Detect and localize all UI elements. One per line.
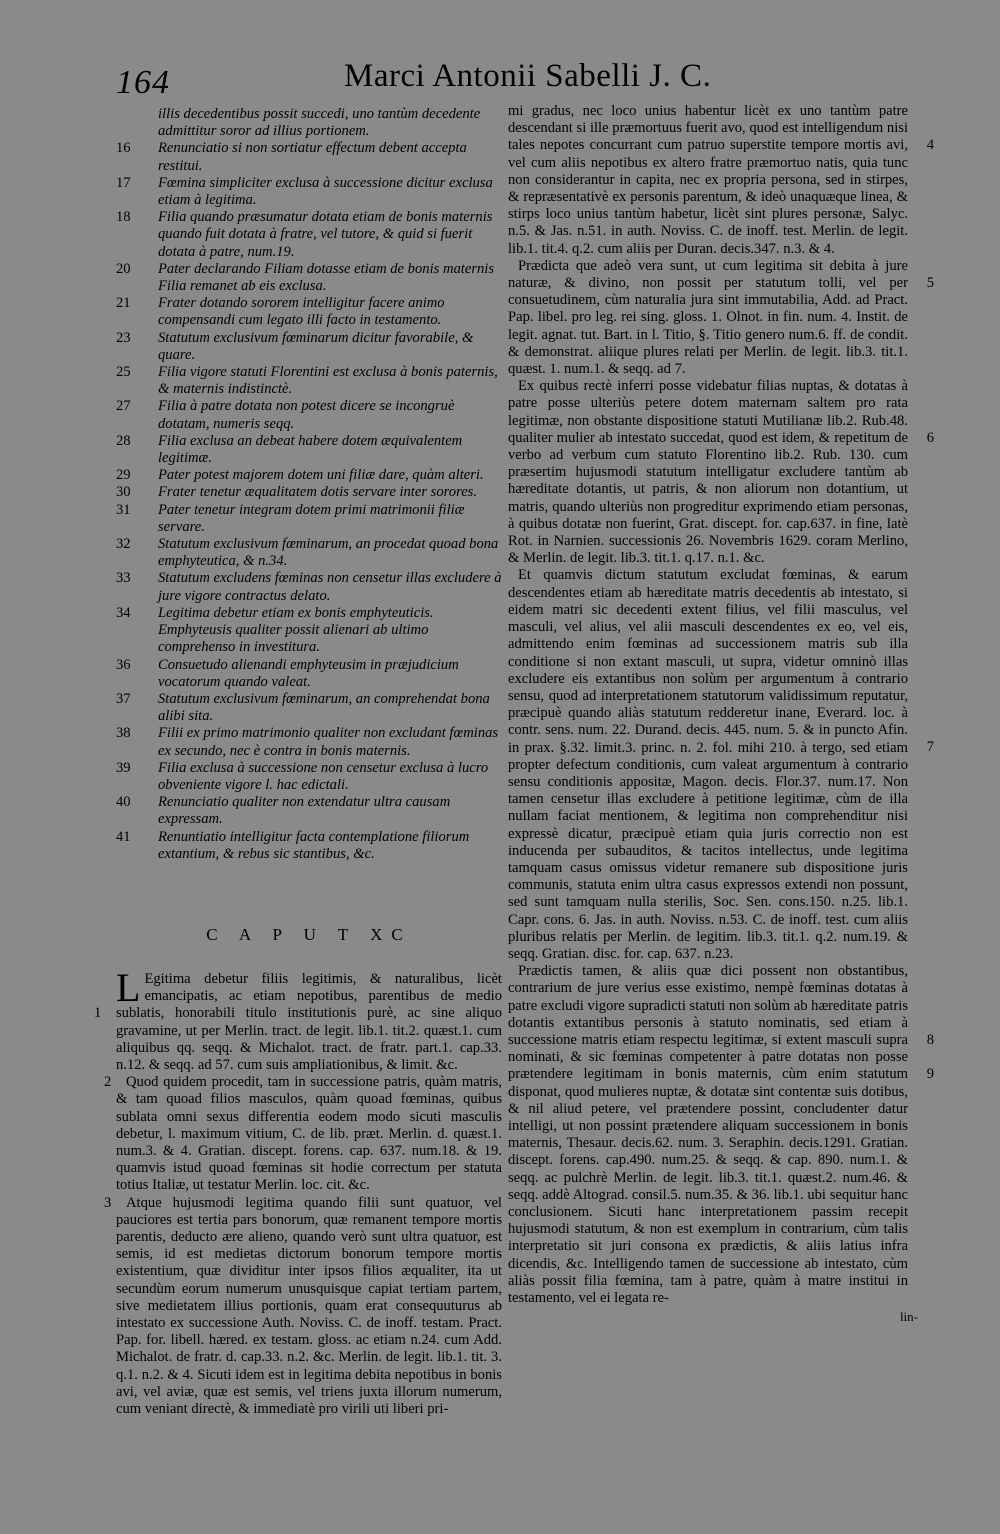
- summary-item: [116, 209, 502, 261]
- paragraph-text: mi gradus, nec loco unius habentur licèt ex uno tantùm patre descendant si ille præmortuus fuerit avo, quod est intelligendum nisi tales nepotes concurrant cum patruo superstite tempore mortis avi, vel cum aliis nepotibus ex altero fratre præmortuo natis, quia tunc non considerantur in capita, nec ex propria persona, sed in stirpes, & repræsentativè ex personis parentum, & ideò unaquæque linea, & stirps loco unius tantùm habetur, licèt sint plures personæ, Salyc. n.5. & Jas. n.51. in auth. Noviss. C. de inoff. test. Merlin. de legit. lib.1. tit.4. q.2. cum aliis per Duran. decis.347. n.3. & 4.: [508, 103, 908, 257]
- summary-item-number: 38: [116, 725, 131, 742]
- summary-item-text: Filii ex primo matrimonio qualiter non excludant fœminas ex secundo, nec è contra in bonis maternis.: [158, 725, 499, 759]
- margin-number: 7: [926, 739, 934, 756]
- summary-item-text: Pater declarando Filiam dotasse etiam de bonis maternis Filia remanet ab eis exclusa.: [158, 260, 495, 295]
- body-paragraph: [508, 567, 934, 1048]
- margin-number: 3: [104, 1194, 112, 1211]
- paragraph-text: Egitima debetur filiis legitimis, & naturalibus, licèt emancipatis, ac etiam nepotibus, parentibus de medio sublatis, honorabili titulo institutionis purè, ac sine aliquo gravamine, ut per Merlin. tract. de legit. lib.1. tit.2. quæst.1. cum aliquibus qq. seqq. & Michalot. tract. de fratr. part.1. cap.33. n.12. & seqq. ad 57. cum suis ampliationibus, & limit. &c.: [116, 970, 502, 1073]
- summary-item: [116, 398, 502, 432]
- summary-item-text: illis decedentibus possit succedi, uno tantùm decedente admittitur soror ad illius portionem.: [158, 106, 481, 140]
- right-column: [508, 103, 934, 1325]
- summary-item-number: 27: [116, 398, 131, 415]
- page-number: 164: [116, 64, 170, 101]
- left-column: [94, 106, 502, 1418]
- paragraph-text: Ex quibus rectè inferri posse videbatur filias nuptas, & dotatas à patre posse ulteriùs petere dotem maternam saltem pro rata legitimæ, non obstante dispositione statuti Mutilianæ lib.2. Rub.48. qualiter mulier ab intestato succedat, quod est idem, & repetitum de verbo ad verbum cum statuto Florentino lib.2. Rub. 130. cum præsertim hujusmodi statutum intelligatur excludere tantùm ab hæreditate dotantis, ut patris, & non aliorum non dotantium, ut matris, quando ulteriùs non progreditur exprimendo etiam personas, à quibus dotatæ non fuerint, Grat. discept. for. cap.637. in fine, latè Rot. in Narnien. successionis 26. Novembris 1629. coram Merlino, & Merlin. de legit. lib.3. tit.1. q.17. n.1. &c.: [508, 378, 908, 567]
- margin-number: 8: [926, 1031, 934, 1048]
- summary-item: [116, 570, 502, 604]
- summary-item-number: 39: [116, 759, 131, 776]
- margin-number: 1: [94, 1004, 102, 1021]
- summary-item-number: 25: [116, 364, 131, 381]
- summary-item-text: Legitima debetur etiam ex bonis emphyteuticis. Emphyteusis qualiter possit alienari ab ultimo comprehenso in investitura.: [158, 604, 434, 656]
- summary-item: [116, 295, 502, 329]
- paragraph-text: Quod quidem procedit, tam in successione patris, quàm matris, & tam quoad filios masculos, quàm quoad fœminas, quibus sublata omni sexus differentia eodem modo sicuti masculis debetur, l. maximum vitium, C. de lib. præt. Merlin. d. quæst.1. num.3. & 4. Gratian. discept. forens. cap. 637. num.18. & 19. quamvis istud quoad fœminas sit hodie correctum per statuta totius Italiæ, ut testatur Merlin. loc. cit. &c.: [116, 1074, 502, 1194]
- margin-number: 5: [926, 275, 934, 292]
- summary-item-text: Pater tenetur integram dotem primi matrimonii filiæ servare.: [158, 501, 465, 535]
- summary-item-number: 34: [116, 604, 131, 621]
- summary-item-number: 29: [116, 467, 131, 484]
- margin-number: 9: [926, 1066, 934, 1083]
- summary-item-number: 21: [116, 295, 131, 312]
- body-paragraph: [508, 378, 934, 567]
- summary-item-number: 16: [116, 140, 131, 157]
- catchword: lin-: [899, 1309, 918, 1325]
- summary-item-number: 31: [116, 501, 131, 518]
- page-header: [0, 58, 1000, 102]
- body-paragraph: [104, 1074, 502, 1194]
- summary-item-text: Consuetudo alienandi emphyteusim in præjudicium vocatorum quando valeat.: [158, 656, 459, 690]
- summary-item: [116, 140, 502, 174]
- summary-item: [116, 433, 502, 467]
- margin-number: 6: [926, 429, 934, 446]
- summary-item-text: Filia à patre dotata non potest dicere se incongruè dotatam, numeris seqq.: [158, 398, 455, 432]
- summary-item-text: Filia exclusa à successione non censetur exclusa à lucro obveniente vigore l. hac edictali.: [158, 759, 489, 793]
- summary-item-text: Filia quando præsumatur dotata etiam de bonis maternis quando fuit dotata à fratre, vel tutore, & quid si fuerit dotata à patre, num.19.: [158, 209, 493, 260]
- summary-item-number: 40: [116, 794, 131, 811]
- summary-item-number: 30: [116, 484, 131, 501]
- summary-item-number: 37: [116, 690, 131, 707]
- summary-item: [116, 657, 502, 691]
- margin-number: 4: [926, 137, 934, 154]
- paragraph-text: Prædictis tamen, & aliis quæ dici possent non obstantibus, contrarium de jure verius esse existimo, nempè fœminas dotatas à patre excludi vigore supradicti statuti non solùm ab hæreditate patris dotantis extantibus personis à statuto nominatis, sed etiam à successione matris etiam respectu legitimæ, si extent masculi supra nominati, & sic fœminas competenter à patre dotatas non posse prætendere legitimam in bonis maternis, cùm enim statutum disponat, quod mulieres nuptæ, & dotatæ sint contentæ suis dotibus, & nil aliud petere, vel prætendere possint, concludenter datur intelligi, ut non possint prætendere aliquam successionem in bonis maternis, Thesaur. decis.62. num. 3. Seraphin. decis.1291. Gratian. discept. forens. cap.490. num.25. & seqq. & cap. 890. num.1. & seqq. ac pulchrè Merlin. de legit. lib.3. tit.1. quæst.2. num.46. & seqq. addè Altograd. consil.5. num.35. & 36. lib.1. ubi sequitur hanc conclusionem. Sicuti hanc interpretationem passim recepit hujusmodi statutum, & non est exemplum in contrarium, cùm talis interpretatio sit juri consona ex prædictis, & aliis latius infra dicendis, &c. Intelligendo tamen de successione ab intestato, cùm aliàs possit filia fœmina, tam à patre, quàm à matre institui in testamento, vel ei legata re-: [508, 963, 909, 1307]
- margin-number: 2: [104, 1074, 112, 1091]
- drop-cap: L: [116, 964, 141, 1010]
- summary-item-number: 33: [116, 570, 131, 587]
- summary-item: [116, 794, 502, 828]
- summary-item: [116, 760, 502, 794]
- body-paragraph: [508, 257, 934, 378]
- paragraph-text: Atque hujusmodi legitima quando filii sunt quatuor, vel pauciores est tertia pars bonorum, quæ remanent tempore mortis parentis, deducto ære alieno, quando verò sunt ultra quatuor, est semis, id est medietas dictorum bonorum tempore mortis existentium, quæ dividitur inter ipsos filios æqualiter, ita ut secundùm eorum numerum unusquisque capiat tertiam partem, sive medietatem illius portionis, quam erat consequuturus ab intestato ex successione Auth. Noviss. C. de inoff. testam. Pract. Pap. for. libell. hæred. ex testam. gloss. ac etiam n.24. cum Add. Michalot. de fratr. d. cap.33. n.2. &c. Merlin. de legit. lib.1. tit. 3. q.1. n.2. & 4. Sicuti idem est in legitima debita nepotibus in bonis avi, vel aviæ, quæ est semis, vel triens juxta illorum numerum, cum veniant directè, & immediatè pro virili uti liberi pri-: [116, 1194, 502, 1418]
- summary-item-text: Renuntiatio intelligitur facta contemplatione filiorum extantium, & rebus sic stantibus, &c.: [158, 828, 470, 862]
- summary-item-text: Renunciatio qualiter non extendatur ultra causam expressam.: [158, 794, 451, 828]
- summary-item-number: 28: [116, 432, 131, 449]
- chapter-summary: [116, 106, 502, 863]
- summary-item: [116, 605, 502, 657]
- summary-item-text: Pater potest majorem dotem uni filiæ dare, quàm alteri.: [158, 467, 484, 484]
- summary-item-number: 41: [116, 828, 131, 845]
- summary-item-text: Renunciatio si non sortiatur effectum debent accepta restitui.: [158, 140, 467, 174]
- summary-item-number: 20: [116, 260, 131, 277]
- summary-item-number: 17: [116, 174, 131, 191]
- body-paragraph: [104, 1194, 502, 1419]
- summary-item: [116, 725, 502, 759]
- summary-item-text: Statutum exclusivum fœminarum, an procedat quoad bona emphyteutica, & n.34.: [158, 536, 499, 570]
- summary-item: [116, 691, 502, 725]
- left-body: [94, 964, 502, 1418]
- summary-item: [116, 502, 502, 536]
- summary-item-text: Fœmina simpliciter exclusa à successione dicitur exclusa etiam à legitima.: [158, 174, 493, 209]
- summary-item: [116, 364, 502, 398]
- summary-item: [116, 175, 502, 209]
- summary-item: [116, 467, 502, 484]
- body-paragraph: [508, 103, 934, 258]
- chapter-title: C A P U T XC: [206, 924, 412, 944]
- summary-item: [116, 106, 502, 140]
- summary-item-number: 23: [116, 329, 131, 346]
- summary-item-number: 32: [116, 536, 131, 553]
- summary-item: [116, 829, 502, 863]
- paragraph-text: Et quamvis dictum statutum excludat fœminas, & earum descendentes etiam ab hæreditate matris decedentis ab intestato, si eidem matri sic decedenti extent filius, vel filii masculus, vel masculi, vel alius, vel alii masculi descendentes ex eo, vel eis, admittendo enim fœminas ad successionem matris sub illa conditione si non extant masculi, ut supra, videtur omninò illas excludere eis extantibus non solùm per argumentum à contrario sensu, quod ad interpretationem statutorum validissimum reputatur, præcipuè quando aliàs statutum redderetur inane, Everard. loc. à contr. sens. num. 22. Durand. decis. 445. num. 5. & in puncto Afin. in prax. §.32. limit.3. princ. n. 2. fol. mihi 210. à tergo, sed etiam propter defectum conditionis, cum valeat argumentum à contrario sensu conditionis appositæ, Magon. decis. Flor.37. num.17. Non tamen censetur illas excludere à petitione legitimæ, cùm de illa nullam faciat mentionem, & legitima non comprehenditur nisi expressè dicatur, præcipuè etiam quia juris correctio non est inducenda per subauditos, & tacitos intellectus, unde legitima tamquam casus omissus videtur remanere sub dispositione juris communis, statuta enim ultra casus expressos extendi non possunt, sed sunt tamquam nulla sterilis, Soc. Sen. cons.150. n.25. lib.1. Capr. cons. 6. Jas. in auth. Noviss. n.53. C. de inoff. test. cum aliis pluribus relatis per Merlin. de legitim. lib.3. tit.1. q.2. num.19. & seqq. Gratian. disc. for. cap. 637. n.23.: [508, 567, 908, 962]
- summary-item: [116, 261, 502, 295]
- body-paragraph: [508, 963, 934, 1307]
- summary-item-text: Filia exclusa an debeat habere dotem æquivalentem legitimæ.: [158, 432, 463, 467]
- summary-item-text: Statutum exclusivum fœminarum, an comprehendat bona alibi sita.: [158, 690, 490, 725]
- body-paragraph: [94, 964, 502, 1074]
- summary-item-text: Frater tenetur æqualitatem dotis servare inter sorores.: [158, 484, 478, 501]
- summary-item-number: 36: [116, 656, 131, 673]
- summary-item-text: Filia vigore statuti Florentini est exclusa à bonis paternis, & maternis indistinctè.: [158, 364, 498, 398]
- summary-item: [116, 484, 502, 501]
- running-head: Marci Antonii Sabelli J. C.: [344, 58, 712, 94]
- summary-item-text: Statutum exclusivum fœminarum dicitur favorabile, & quare.: [158, 329, 474, 363]
- summary-item-number: 18: [116, 209, 131, 226]
- summary-item-text: Statutum excludens fœminas non censetur illas excludere à jure vigore contractus delato.: [158, 570, 502, 604]
- summary-item-text: Frater dotando sororem intelligitur facere animo compensandi cum legato illi facto in testamento.: [158, 295, 445, 329]
- summary-item: [116, 536, 502, 570]
- paragraph-text: Prædicta que adeò vera sunt, ut cum legitima sit debita à jure naturæ, & divino, non possit per statutum tolli, vel per consuetudinem, cùm naturalia jura sint immutabilia, Add. ad Pract. Pap. libel. pro leg. rei sing. gloss. 1. Olnot. in fin. num. 4. Instit. de legit. agnat. tut. Bart. in l. Titio, §. Titio genero num.6. ff. de condit. & demonstrat. aliique plures relati per Merlin. de legit. lib.3. tit.1. quæst. 1. num.1. & seqq. ad 7.: [508, 257, 908, 378]
- summary-item: [116, 330, 502, 364]
